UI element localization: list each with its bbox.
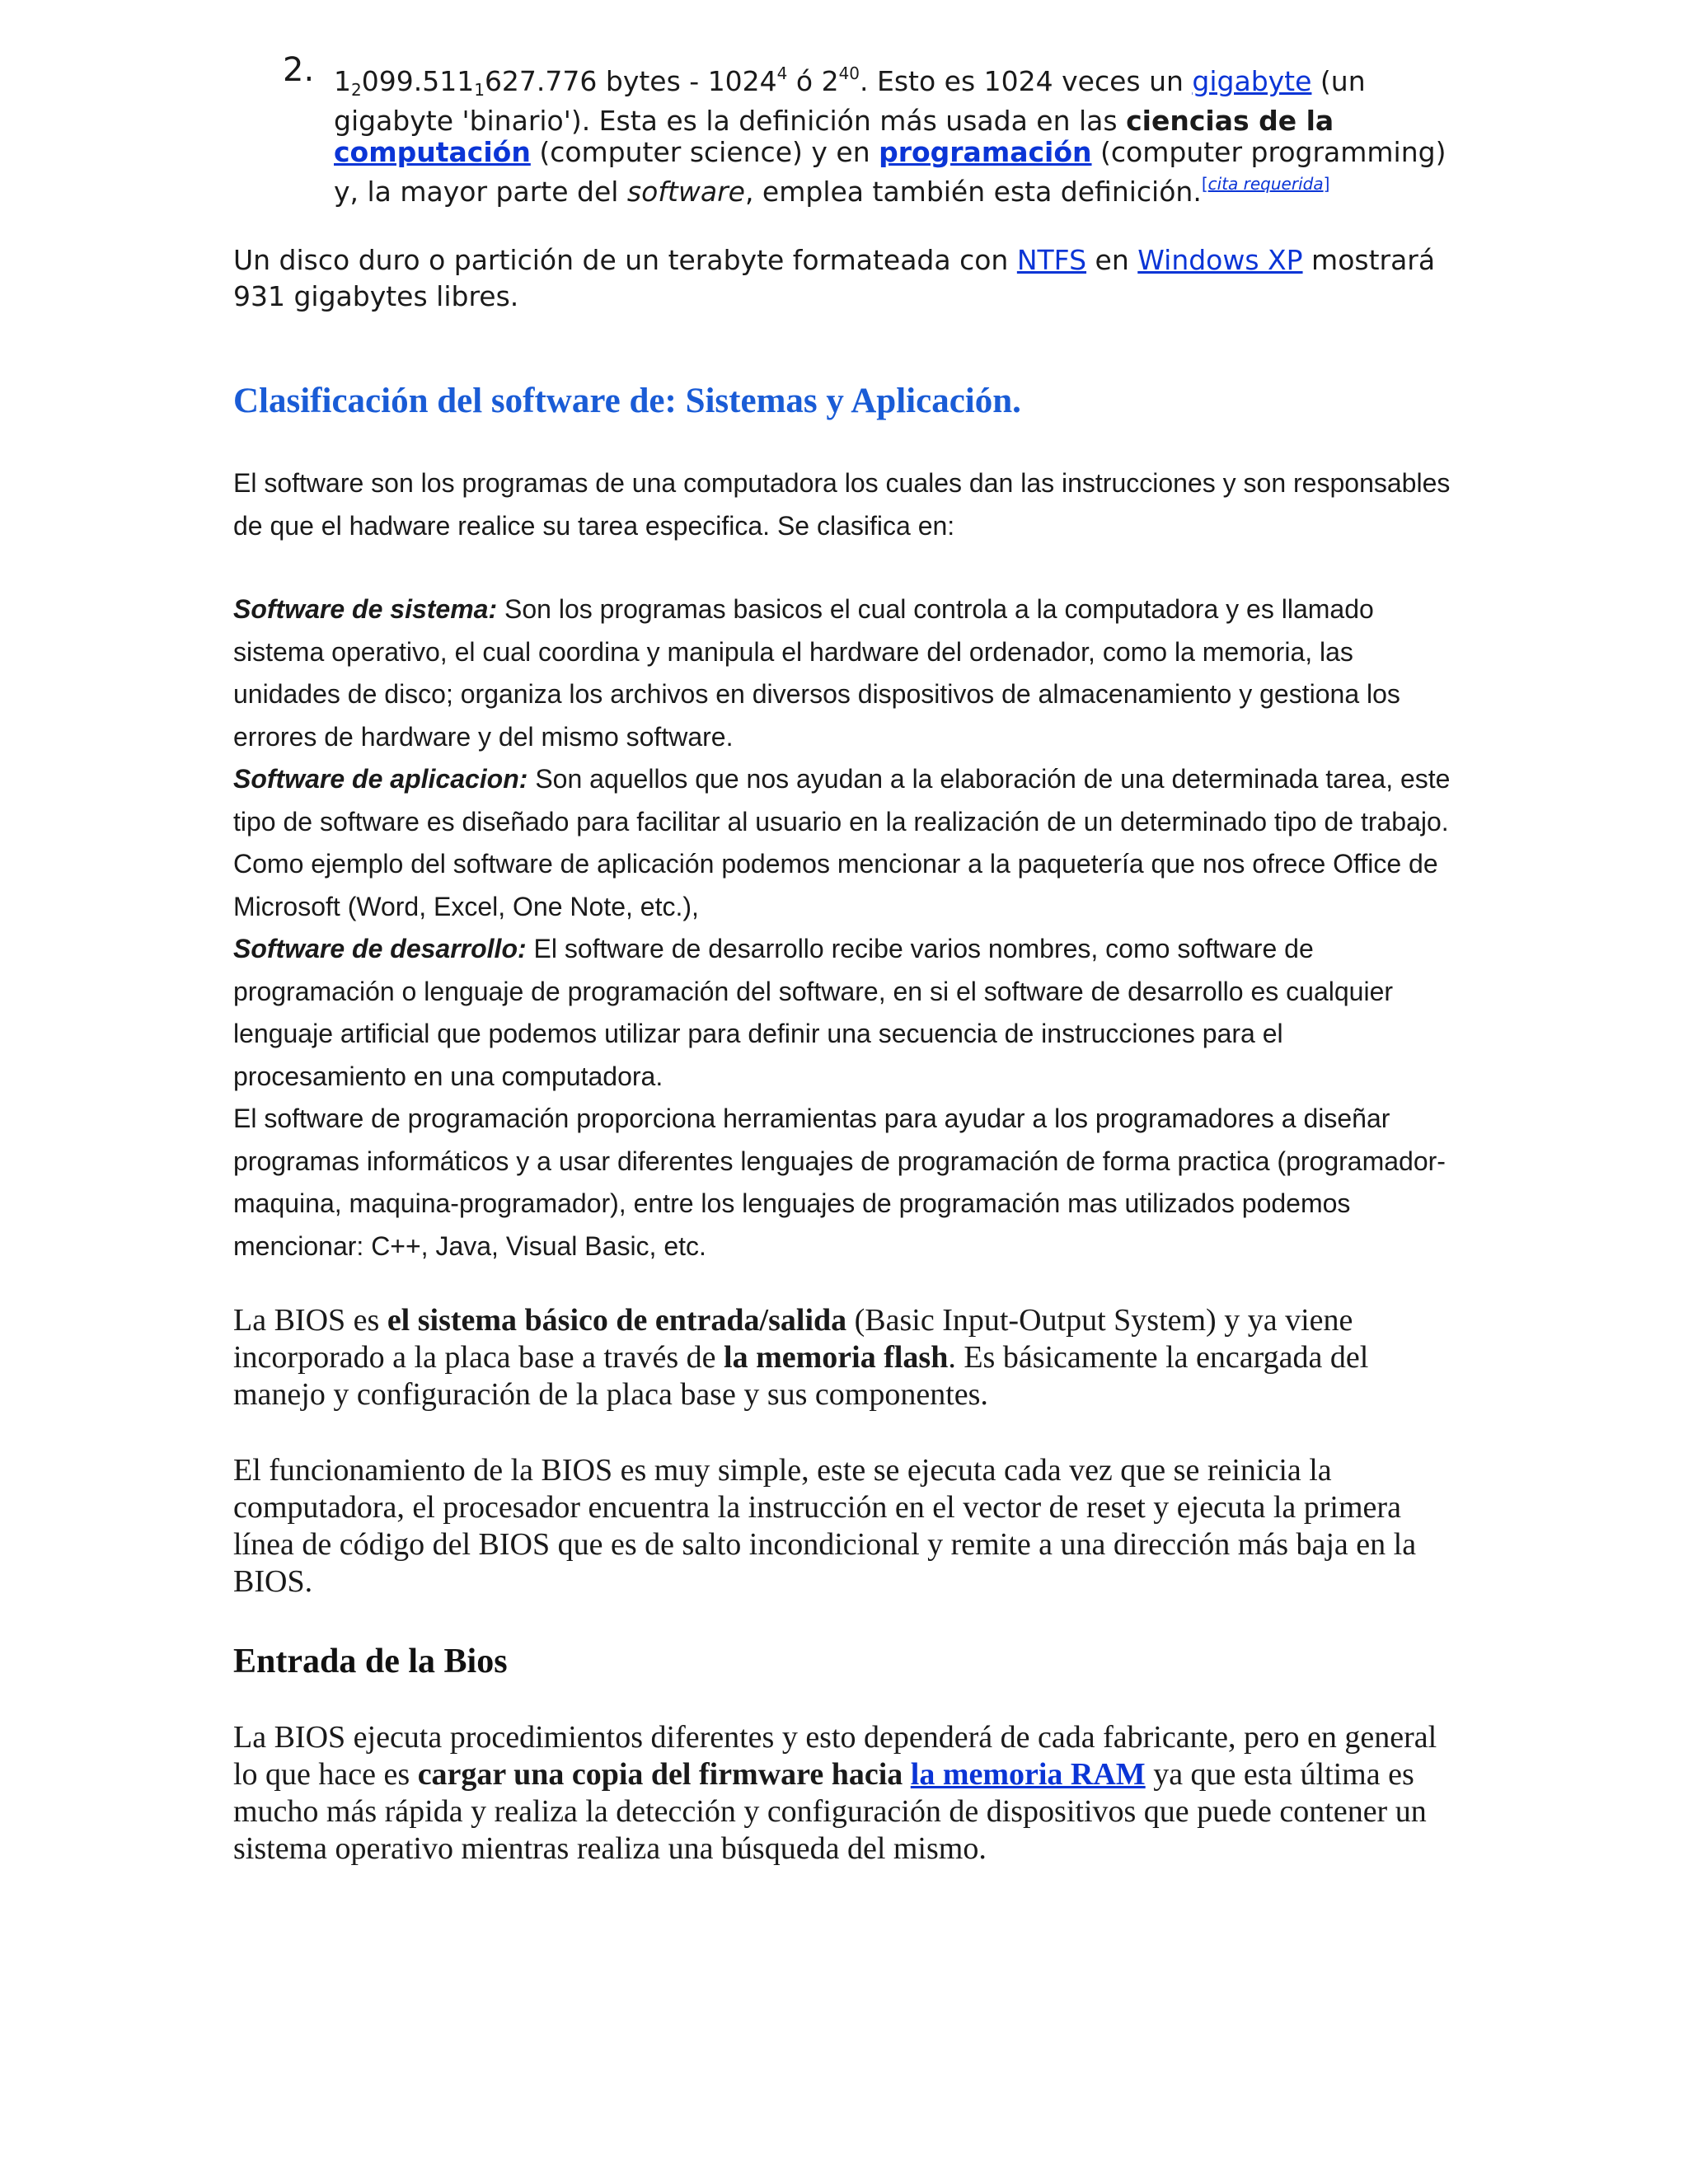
disk-paragraph xyxy=(233,242,1453,315)
text: La BIOS es xyxy=(233,1303,387,1338)
text: (Basic Input-Output System) y ya viene incorporado a la placa base a través de xyxy=(233,1303,1353,1375)
cite-link[interactable]: cita requerida xyxy=(1207,174,1324,194)
software-types xyxy=(233,588,1453,1268)
text: Son aquellos que nos ayudan a la elaboración de una determinada tarea, este tipo de software es diseñado para facilitar al usuario en la realización de un determinado tipo de trabajo. Como ejemplo del software de aplicación podemos mencionar a la paquetería que nos ofrece Office de Microsoft (Word, Excel, One Note, etc.), xyxy=(233,764,1451,921)
cite-bracket: ] xyxy=(1323,174,1330,194)
document-page xyxy=(233,51,1453,1868)
software-programacion-paragraph: El software de programación proporciona herramientas para ayudar a los programadores a diseñar programas informáticos y a usar diferentes lenguajes de programación de forma practica (programador-maquina, maquina-programador), entre los lenguajes de programación mas utilizados podemos mencionar: C++, Java, Visual Basic, etc. xyxy=(233,1104,1446,1261)
software-sistema-paragraph xyxy=(233,588,1453,758)
text: ya que esta última es mucho más rápida y realiza la detección y configuración de dispositivos que puede contener un sistema operativo mientras realiza una búsqueda del mismo. xyxy=(233,1757,1427,1866)
text: Son los programas basicos el cual controla a la computadora y es llamado sistema operativo, el cual coordina y manipula el hardware del ordenador, como la memoria, las unidades de disco; organiza los archivos en diversos dispositivos de almacenamiento y gestiona los errores de hardware y del mismo software. xyxy=(233,594,1400,752)
text: (computer science) y en xyxy=(530,136,879,168)
text: (un gigabyte 'binario'). Esta es la definición más usada en las xyxy=(334,65,1366,137)
bold-text: el sistema básico de entrada/salida xyxy=(387,1303,847,1338)
text: 1 xyxy=(334,65,351,97)
software-aplicacion-paragraph xyxy=(233,758,1453,928)
text: El software de desarrollo recibe varios nombres, como software de programación o lenguaje de programación del software, en si el software de desarrollo es cualquier lenguaje artificial que podemos utilizar para definir una secuencia de instrucciones para el procesamiento en una computadora. xyxy=(233,934,1394,1091)
label-software-desarrollo: Software de desarrollo: xyxy=(233,934,527,963)
bold-text: ciencias de la xyxy=(1126,105,1334,137)
text: , emplea también esta definición. xyxy=(744,176,1202,208)
text xyxy=(903,1757,911,1792)
text: en xyxy=(1086,244,1138,276)
link-programacion[interactable]: programación xyxy=(879,136,1092,168)
bios-paragraph-2: El funcionamiento de la BIOS es muy simple, este se ejecuta cada vez que se reinicia la computadora, el procesador encuentra la instrucción en el vector de reset y ejecuta la primera línea de código del BIOS que es de salto incondicional y remite a una dirección más baja en la BIOS. xyxy=(233,1453,1417,1599)
text: 627.776 bytes - 1024 xyxy=(484,65,777,97)
text: (computer programming) y, la mayor parte del xyxy=(334,136,1447,208)
software-desarrollo-paragraph xyxy=(233,928,1453,1098)
bold-text: la memoria flash xyxy=(724,1340,949,1375)
text: mostrará 931 gigabytes libres. xyxy=(233,244,1436,312)
link-windows-xp[interactable]: Windows XP xyxy=(1137,244,1303,276)
link-ntfs[interactable]: NTFS xyxy=(1016,244,1087,276)
text: La BIOS ejecuta procedimientos diferentes y esto dependerá de cada fabricante, pero en general lo que hace es xyxy=(233,1720,1437,1792)
label-software-aplicacion: Software de aplicacion: xyxy=(233,764,528,794)
subscript: 2 xyxy=(351,80,362,100)
italic-text: software xyxy=(626,176,745,208)
link-computacion[interactable]: computación xyxy=(334,136,531,168)
citation-needed[interactable] xyxy=(1202,174,1330,194)
superscript: 4 xyxy=(776,63,788,83)
bios-paragraph-1 xyxy=(233,1302,1453,1413)
text: Un disco duro o partición de un terabyte formateada con xyxy=(233,244,1017,276)
numbered-list-item xyxy=(233,51,1453,208)
heading-entrada-bios: Entrada de la Bios xyxy=(233,1643,508,1680)
text: . Esto es 1024 veces un xyxy=(860,65,1193,97)
list-number: 2. xyxy=(283,51,315,89)
text: ó 2 xyxy=(787,65,839,97)
superscript: 40 xyxy=(838,63,860,83)
link-gigabyte[interactable]: gigabyte xyxy=(1192,65,1312,97)
heading-classification: Clasificación del software de: Sistemas y Aplicación. xyxy=(233,382,1021,420)
subscript: 1 xyxy=(474,80,485,100)
link-memoria-ram[interactable]: la memoria RAM xyxy=(910,1757,1146,1792)
label-software-sistema: Software de sistema: xyxy=(233,594,498,624)
intro-paragraph: El software son los programas de una computadora los cuales dan las instrucciones y son responsables de que el hadware realice su tarea especifica. Se clasifica en: xyxy=(233,468,1451,541)
text: . Es básicamente la encargada del manejo y configuración de la placa base y sus componentes. xyxy=(233,1340,1369,1412)
bold-text: cargar una copia del firmware hacia xyxy=(417,1757,903,1792)
cite-bracket: [ xyxy=(1201,174,1208,194)
bios-paragraph-3 xyxy=(233,1719,1453,1868)
text: 099.511 xyxy=(361,65,475,97)
